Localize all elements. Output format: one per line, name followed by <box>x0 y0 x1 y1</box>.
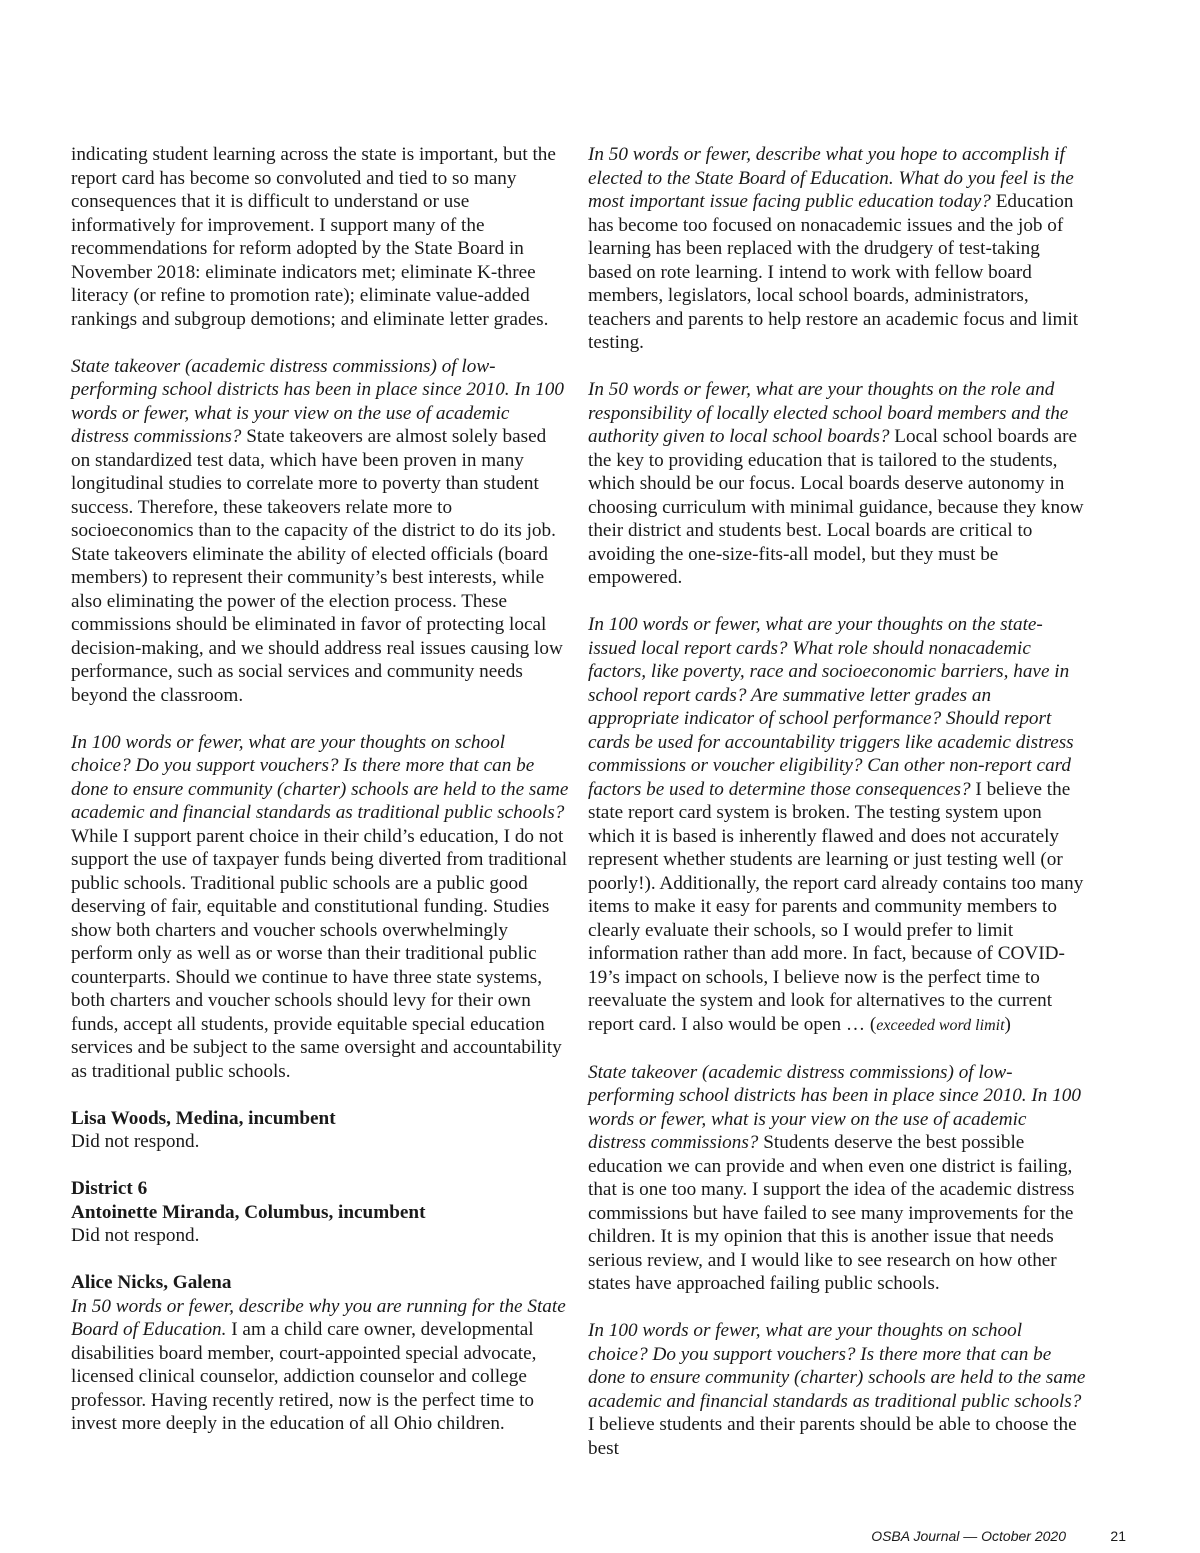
candidate-alice-nicks <box>71 1271 569 1436</box>
hope-to-accomplish-paragraph <box>588 143 1086 355</box>
local-boards-paragraph <box>588 378 1086 590</box>
district-6-section <box>71 1177 569 1248</box>
answer-text: Local school boards are the key to providing education that is tailored to the students, which should be our focus. Local boards deserve autonomy in choosing curriculum with minimal guidance, because they know their district and students best. Local boards are critical to avoiding the one-size-fits-all model, but they must be empowered. <box>588 426 1084 588</box>
page-footer <box>0 1528 1200 1550</box>
journal-title: OSBA Journal — October 2020 <box>871 1528 1066 1544</box>
school-choice-paragraph <box>71 731 569 1084</box>
word-limit-note: exceeded word limit <box>876 1016 1005 1034</box>
distress-commission-paragraph <box>588 1061 1086 1296</box>
question-text: State takeover (academic distress commissions) of low-performing school districts has been in place since 2010. In 100 words or fewer, what is your view on the use of academic distress commissions? <box>71 355 564 447</box>
right-column <box>588 143 1086 1484</box>
page-number: 21 <box>1110 1528 1126 1544</box>
distress-commission-paragraph <box>71 355 569 708</box>
school-choice-paragraph <box>588 1319 1086 1460</box>
question-text: In 100 words or fewer, what are your thoughts on school choice? Do you support vouchers? Is there more that can be done to ensure community (charter) schools are held to the same academic and financial standards as traditional public schools? <box>588 1320 1086 1412</box>
answer-text: I believe the state report card system is broken. The testing system upon which it is based is inherently flawed and does not accurately represent whether students are learning or just testing well (or poorly!). Additionally, the report card already contains too many items to make it easy for parents and community members to clearly evaluate their schools, so I would prefer to limit information rather than add more. In fact, because of COVID-19’s impact on schools, I believe now is the perfect time to reevaluate the system and look for alternatives to the current report card. I also would be open … ( <box>588 778 1084 1035</box>
report-card-answer-continued: indicating student learning across the state is important, but the report card has become so convoluted and tied to so many consequences that it is difficult to understand or use informatively for improvement. I support many of the recommendations for reform adopted by the State Board in November 2018: eliminate indicators met; eliminate K-three literacy (or refine to promotion rate); eliminate value-added rankings and subgroup demotions; and eliminate letter grades. <box>71 144 556 330</box>
candidate-name: Alice Nicks, Galena <box>71 1272 232 1293</box>
candidate-response: Did not respond. <box>71 1225 200 1246</box>
answer-text: While I support parent choice in their child’s education, I do not support the use of taxpayer funds being diverted from traditional public schools. Traditional public schools are a public good deserving of fair, equitable and constitutional funding. Studies show both charters and voucher schools overwhelmingly perform only as well as or worse than their traditional public counterparts. Should we continue to have three state systems, both charters and voucher schools should levy for their own funds, accept all students, provide equitable special education services and be subject to the same oversight and accountability as traditional public schools. <box>71 825 568 1082</box>
question-text: In 100 words or fewer, what are your thoughts on the state-issued local report cards? What role should nonacademic factors, like poverty, race and socioeconomic barriers, have in school report cards? Are summative letter grades an appropriate indicator of school performance? Should report cards be used for accountability triggers like academic distress commissions or voucher eligibility? Can other non-report card factors be used to determine those consequences? <box>588 614 1074 800</box>
answer-text: I believe students and their parents should be able to choose the best <box>588 1414 1077 1459</box>
answer-text: State takeovers are almost solely based on standardized test data, which have been proven in many longitudinal studies to correlate more to poverty than student success. Therefore, these takeovers relate more to socioeconomics than to the capacity of the district to do its job. State takeovers eliminate the ability of elected officials (board members) to represent their community’s best interests, while also eliminating the power of the election process. These commissions should be eliminated in favor of protecting local decision-making, and we should address real issues causing low performance, such as social services and community needs beyond the classroom. <box>71 426 563 706</box>
question-text: In 50 words or fewer, describe why you are running for the State Board of Education. <box>71 1295 566 1340</box>
district-heading: District 6 <box>71 1178 148 1199</box>
report-card-paragraph <box>588 613 1086 1037</box>
candidate-name: Antoinette Miranda, Columbus, incumbent <box>71 1201 426 1223</box>
candidate-name: Lisa Woods, Medina, incumbent <box>71 1107 336 1129</box>
answer-text: Students deserve the best possible education we can provide and when even one district is failing, that is one too many. I support the idea of the academic distress commissions but have failed to see many improvements for the children. It is my opinion that this is another issue that needs serious review, and I would like to see research on how other states have approached failing public schools. <box>588 1132 1075 1294</box>
answer-text: I am a child care owner, developmental disabilities board member, court-appointed special advocate, licensed clinical counselor, addiction counselor and college professor. Having recently retired, now is the perfect time to invest more deeply in the education of all Ohio children. <box>71 1319 537 1434</box>
candidate-response: Did not respond. <box>71 1131 200 1152</box>
left-column <box>71 143 569 1459</box>
question-text: In 50 words or fewer, describe what you hope to accomplish if elected to the State Board of Education. What do you feel is the most important issue facing public education today? <box>588 144 1074 212</box>
candidate-lisa-woods <box>71 1107 569 1154</box>
question-text: In 50 words or fewer, what are your thoughts on the role and responsibility of locally elected school board members and the authority given to local school boards? <box>588 379 1069 447</box>
closing-paren: ) <box>1004 1013 1011 1035</box>
answer-text: Education has become too focused on nonacademic issues and the job of learning has been replaced with the drudgery of test-taking based on rote learning. I intend to work with fellow board members, legislators, local school boards, administrators, teachers and parents to help restore an academic focus and limit testing. <box>588 191 1079 353</box>
question-text: In 100 words or fewer, what are your thoughts on school choice? Do you support vouchers? Is there more that can be done to ensure community (charter) schools are held to the same academic and financial standards as traditional public schools? <box>71 731 569 823</box>
question-text: State takeover (academic distress commissions) of low-performing school districts has been in place since 2010. In 100 words or fewer, what is your view on the use of academic distress commissions? <box>588 1061 1081 1153</box>
